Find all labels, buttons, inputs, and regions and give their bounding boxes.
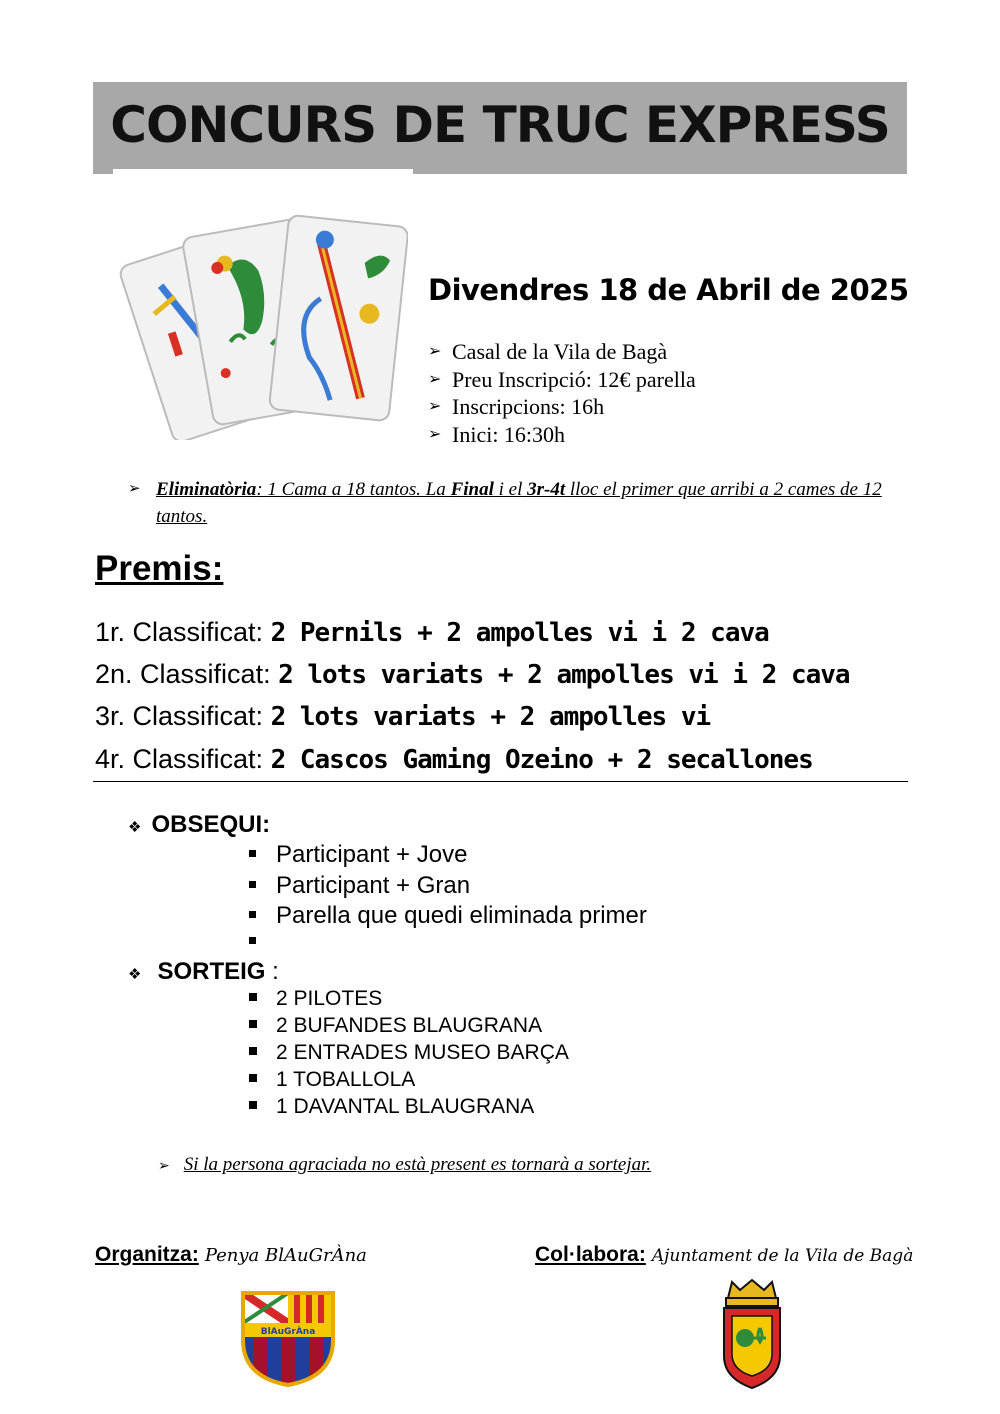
list-item: ➢ Inscripcions: 16h bbox=[428, 394, 605, 419]
prizes-heading: Premis: bbox=[95, 549, 224, 588]
list-item: 2 ENTRADES MUSEO BARÇA bbox=[249, 1041, 569, 1065]
arrow-icon: ➢ bbox=[428, 398, 442, 415]
logo-text: BlAuGrÀna bbox=[260, 1327, 316, 1337]
diamond-icon: ❖ bbox=[128, 819, 142, 836]
bullet-icon bbox=[249, 993, 257, 1001]
bullet-icon bbox=[249, 1020, 257, 1028]
bullet-icon bbox=[249, 850, 256, 857]
organizer: Organitza: Penya BlAuGrÀna bbox=[95, 1243, 367, 1266]
list-item: ➢ Inici: 16:30h bbox=[428, 421, 566, 447]
list-item: 1 DAVANTAL BLAUGRANA bbox=[249, 1095, 534, 1119]
prize-line-1: 1r. Classificat: 2 Pernils + 2 ampolles vi i 2 cava bbox=[95, 617, 769, 648]
gift-heading: ❖ OBSEQUI: bbox=[128, 811, 271, 838]
list-item: Participant + Gran bbox=[249, 872, 470, 900]
bagà-coat-of-arms bbox=[718, 1278, 786, 1391]
arrow-icon: ➢ bbox=[428, 425, 442, 443]
list-item: 2 BUFANDES BLAUGRANA bbox=[249, 1014, 542, 1038]
event-details-list bbox=[428, 338, 696, 448]
bullet-icon bbox=[249, 937, 256, 944]
arrow-icon: ➢ bbox=[428, 343, 442, 360]
bullet-icon bbox=[249, 1047, 257, 1055]
list-item: ➢ Casal de la Vila de Bagà bbox=[428, 339, 668, 364]
arrow-icon: ➢ bbox=[428, 370, 442, 388]
bullet-icon bbox=[249, 1101, 257, 1109]
bullet-icon bbox=[249, 911, 256, 918]
list-item: Parella que quedi eliminada primer bbox=[249, 902, 647, 930]
list-item: ➢ Preu Inscripció: 12€ parella bbox=[428, 366, 696, 392]
bullet-icon bbox=[249, 1074, 257, 1082]
list-item: 1 TOBALLOLA bbox=[249, 1068, 415, 1092]
divider bbox=[93, 781, 908, 782]
raffle-note: ➢ Si la persona agraciada no està present es tornarà a sortejar. bbox=[158, 1154, 652, 1175]
event-date: Divendres 18 de Abril de 2025 bbox=[428, 273, 909, 307]
collaborator: Col·labora: Ajuntament de la Vila de Bagà bbox=[535, 1243, 914, 1266]
raffle-heading: ❖ SORTEIG : bbox=[128, 958, 279, 985]
empty-list-item bbox=[249, 928, 276, 956]
list-item: 2 PILOTES bbox=[249, 987, 382, 1011]
playing-cards-illustration bbox=[118, 205, 408, 440]
tournament-rules: ➢ Eliminatòria: 1 Cama a 18 tantos. La Final i el 3r-4t lloc el primer que arribi a 2 cames de 12 tantos. bbox=[128, 476, 888, 530]
list-item: Participant + Jove bbox=[249, 841, 467, 869]
prize-line-3: 3r. Classificat: 2 lots variats + 2 ampolles vi bbox=[95, 701, 711, 732]
prize-line-4: 4r. Classificat: 2 Cascos Gaming Ozeino + 2 secallones bbox=[95, 744, 813, 775]
arrow-icon: ➢ bbox=[128, 481, 141, 497]
arrow-icon: ➢ bbox=[158, 1159, 170, 1174]
prize-line-2: 2n. Classificat: 2 lots variats + 2 ampolles vi i 2 cava bbox=[95, 659, 850, 690]
bullet-icon bbox=[249, 881, 256, 888]
diamond-icon: ❖ bbox=[128, 966, 142, 983]
penya-blaugrana-logo bbox=[238, 1285, 338, 1387]
page-title: CONCURS DE TRUC EXPRESS bbox=[110, 96, 890, 154]
rules-label: Eliminatòria bbox=[156, 479, 257, 500]
